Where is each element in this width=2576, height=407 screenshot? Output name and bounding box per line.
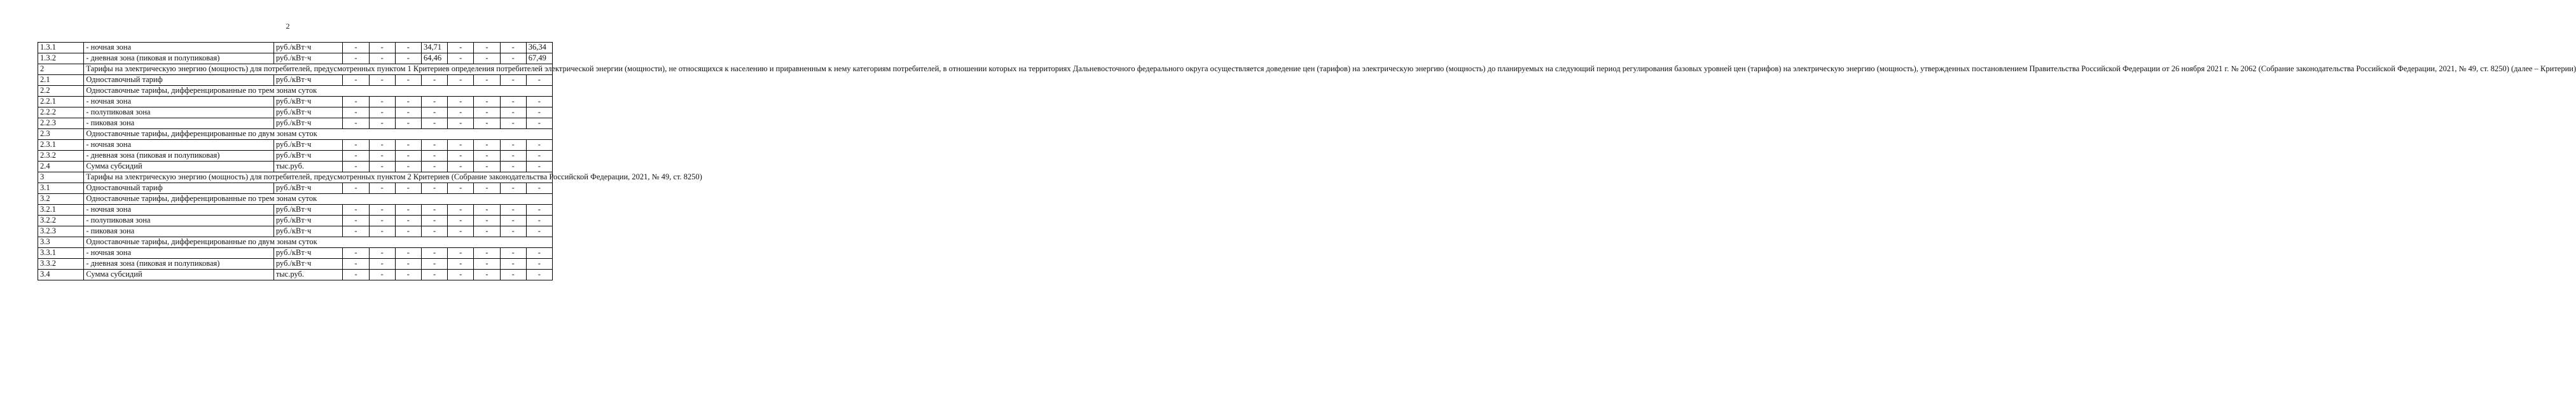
unit-cell: руб./кВт·ч — [274, 75, 343, 86]
value-cell: - — [343, 107, 369, 118]
value-cell: - — [474, 140, 500, 151]
value-cell: - — [448, 226, 474, 237]
table-row — [38, 183, 553, 194]
value-cell: - — [500, 248, 526, 259]
item-name: - дневная зона (пиковая и полупиковая) — [84, 151, 274, 162]
value-cell: - — [526, 270, 552, 280]
value-cell: - — [448, 183, 474, 194]
value-cell: - — [448, 151, 474, 162]
value-cell: - — [526, 107, 552, 118]
value-cell: - — [369, 75, 395, 86]
value-cell: - — [474, 162, 500, 172]
table-row — [38, 216, 553, 226]
section-row — [38, 129, 553, 140]
value-cell: - — [369, 97, 395, 107]
value-cell: - — [526, 216, 552, 226]
unit-cell: руб./кВт·ч — [274, 226, 343, 237]
value-cell: 67,49 — [526, 53, 552, 64]
value-cell: - — [448, 118, 474, 129]
row-number: 2.2 — [38, 86, 84, 97]
section-row — [38, 237, 553, 248]
item-name: Одноставочный тариф — [84, 75, 274, 86]
item-name: - ночная зона — [84, 43, 274, 53]
value-cell: - — [421, 140, 447, 151]
value-cell: - — [421, 75, 447, 86]
value-cell: - — [474, 75, 500, 86]
row-number: 2.3.2 — [38, 151, 84, 162]
value-cell: - — [474, 183, 500, 194]
value-cell: - — [421, 118, 447, 129]
table-row — [38, 107, 553, 118]
row-number: 2.2.3 — [38, 118, 84, 129]
page-number: 2 — [286, 22, 290, 31]
row-number: 3 — [38, 172, 84, 183]
value-cell: - — [369, 162, 395, 172]
item-name: - ночная зона — [84, 205, 274, 216]
value-cell: - — [421, 97, 447, 107]
table-row — [38, 140, 553, 151]
row-number: 1.3.2 — [38, 53, 84, 64]
row-number: 3.3.1 — [38, 248, 84, 259]
unit-cell: тыс.руб. — [274, 162, 343, 172]
value-cell: - — [448, 205, 474, 216]
value-cell: - — [526, 162, 552, 172]
value-cell: - — [448, 97, 474, 107]
item-name: Сумма субсидий — [84, 162, 274, 172]
table-row — [38, 259, 553, 270]
value-cell: 36,34 — [526, 43, 552, 53]
tariff-table-body — [38, 43, 2576, 280]
unit-cell: руб./кВт·ч — [274, 97, 343, 107]
value-cell: - — [395, 43, 421, 53]
unit-cell: руб./кВт·ч — [274, 205, 343, 216]
value-cell: - — [421, 248, 447, 259]
item-name: - пиковая зона — [84, 226, 274, 237]
value-cell: - — [421, 151, 447, 162]
value-cell: - — [448, 43, 474, 53]
value-cell: - — [395, 53, 421, 64]
value-cell: - — [500, 43, 526, 53]
table-row — [38, 43, 553, 53]
row-number: 3.3 — [38, 237, 84, 248]
value-cell: - — [448, 248, 474, 259]
unit-cell: руб./кВт·ч — [274, 151, 343, 162]
value-cell: - — [369, 270, 395, 280]
value-cell: - — [395, 183, 421, 194]
value-cell: - — [421, 107, 447, 118]
value-cell: - — [369, 140, 395, 151]
value-cell: - — [474, 270, 500, 280]
table-row — [38, 53, 553, 64]
row-number: 2.3.1 — [38, 140, 84, 151]
item-name: - дневная зона (пиковая и полупиковая) — [84, 259, 274, 270]
value-cell: - — [343, 226, 369, 237]
value-cell: - — [421, 270, 447, 280]
row-number: 3.1 — [38, 183, 84, 194]
value-cell: - — [343, 43, 369, 53]
row-number: 3.3.2 — [38, 259, 84, 270]
row-number: 3.2.2 — [38, 216, 84, 226]
value-cell: - — [369, 43, 395, 53]
item-name: - дневная зона (пиковая и полупиковая) — [84, 53, 274, 64]
unit-cell: руб./кВт·ч — [274, 53, 343, 64]
value-cell: - — [448, 162, 474, 172]
value-cell: - — [395, 270, 421, 280]
value-cell: - — [526, 118, 552, 129]
value-cell: - — [474, 216, 500, 226]
value-cell: - — [526, 140, 552, 151]
value-cell: - — [474, 248, 500, 259]
value-cell: - — [526, 205, 552, 216]
row-number: 3.2.1 — [38, 205, 84, 216]
value-cell: - — [395, 107, 421, 118]
section-row — [38, 194, 553, 205]
value-cell: - — [500, 162, 526, 172]
row-number: 2.2.2 — [38, 107, 84, 118]
value-cell: - — [526, 151, 552, 162]
row-number: 3.2 — [38, 194, 84, 205]
table-row — [38, 226, 553, 237]
table-row — [38, 270, 553, 280]
value-cell: - — [526, 183, 552, 194]
section-heading: Одноставочные тарифы, дифференцированные по трем зонам суток — [84, 194, 553, 205]
value-cell: - — [343, 118, 369, 129]
value-cell: - — [526, 226, 552, 237]
value-cell: - — [500, 140, 526, 151]
value-cell: - — [369, 107, 395, 118]
value-cell: - — [343, 259, 369, 270]
table-row — [38, 248, 553, 259]
section-heading: Тарифы на электрическую энергию (мощность) для потребителей, предусмотренных пунктом 2 Критериев (Собрание законодательства Российской Федерации, 2021, № 49, ст. 8250) — [84, 172, 553, 183]
item-name: - полупиковая зона — [84, 216, 274, 226]
unit-cell: руб./кВт·ч — [274, 248, 343, 259]
value-cell: - — [343, 270, 369, 280]
unit-cell: тыс.руб. — [274, 270, 343, 280]
unit-cell: руб./кВт·ч — [274, 118, 343, 129]
section-heading: Одноставочные тарифы, дифференцированные по трем зонам суток — [84, 86, 553, 97]
value-cell: - — [448, 270, 474, 280]
value-cell: - — [448, 216, 474, 226]
value-cell: - — [474, 97, 500, 107]
section-row — [38, 172, 553, 183]
value-cell: - — [343, 151, 369, 162]
unit-cell: руб./кВт·ч — [274, 140, 343, 151]
value-cell: - — [395, 97, 421, 107]
value-cell: - — [395, 162, 421, 172]
value-cell: - — [448, 75, 474, 86]
value-cell: - — [369, 53, 395, 64]
value-cell: - — [448, 53, 474, 64]
table-row — [38, 162, 553, 172]
row-number: 2 — [38, 64, 84, 75]
value-cell: - — [500, 183, 526, 194]
value-cell: 34,71 — [421, 43, 447, 53]
value-cell: - — [526, 97, 552, 107]
value-cell: - — [395, 226, 421, 237]
item-name: Одноставочный тариф — [84, 183, 274, 194]
value-cell: - — [448, 140, 474, 151]
value-cell: - — [421, 226, 447, 237]
value-cell: - — [395, 248, 421, 259]
value-cell: - — [500, 97, 526, 107]
item-name: - пиковая зона — [84, 118, 274, 129]
value-cell: - — [343, 162, 369, 172]
section-heading: Одноставочные тарифы, дифференцированные по двум зонам суток — [84, 129, 553, 140]
row-number: 3.4 — [38, 270, 84, 280]
value-cell: - — [343, 205, 369, 216]
unit-cell: руб./кВт·ч — [274, 43, 343, 53]
value-cell: - — [369, 151, 395, 162]
value-cell: - — [500, 75, 526, 86]
table-row — [38, 205, 553, 216]
value-cell: - — [500, 259, 526, 270]
value-cell: - — [500, 270, 526, 280]
value-cell: - — [526, 259, 552, 270]
value-cell: - — [421, 162, 447, 172]
item-name: - ночная зона — [84, 140, 274, 151]
value-cell: - — [369, 248, 395, 259]
value-cell: - — [395, 118, 421, 129]
table-row — [38, 151, 553, 162]
value-cell: 64,46 — [421, 53, 447, 64]
value-cell: - — [421, 183, 447, 194]
value-cell: - — [421, 205, 447, 216]
unit-cell: руб./кВт·ч — [274, 216, 343, 226]
value-cell: - — [526, 75, 552, 86]
row-number: 2.3 — [38, 129, 84, 140]
row-number: 2.2.1 — [38, 97, 84, 107]
unit-cell: руб./кВт·ч — [274, 183, 343, 194]
value-cell: - — [500, 53, 526, 64]
value-cell: - — [395, 216, 421, 226]
value-cell: - — [500, 216, 526, 226]
tariff-table — [38, 42, 2576, 280]
value-cell: - — [500, 118, 526, 129]
value-cell: - — [395, 140, 421, 151]
value-cell: - — [448, 107, 474, 118]
row-number: 1.3.1 — [38, 43, 84, 53]
value-cell: - — [500, 107, 526, 118]
value-cell: - — [474, 53, 500, 64]
table-row — [38, 75, 553, 86]
item-name: - ночная зона — [84, 97, 274, 107]
table-row — [38, 97, 553, 107]
table-row — [38, 118, 553, 129]
section-row — [38, 64, 553, 75]
value-cell: - — [343, 216, 369, 226]
value-cell: - — [369, 259, 395, 270]
section-heading: Тарифы на электрическую энергию (мощность) для потребителей, предусмотренных пунктом 1 Критериев определения потребителей электрической энергии (мощности), не относящихся к населению и приравненным к нему категориям потребителей, в отношении которых на территориях Дальневосточного федерального округа осуществляется доведение цен (тарифов) на электрическую энергию (мощность) до планируемых на следующий период регулирования базовых уровней цен (тарифов) на электрическую энергию (мощность), утвержденных постановлением Правительства Российской Федерации от 26 ноября 2021 г. № 2062 (Собрание законодательства Российской Федерации, 2021, № 49, ст. 8250) (далее – Критерии) — [84, 64, 553, 75]
value-cell: - — [369, 205, 395, 216]
value-cell: - — [474, 259, 500, 270]
value-cell: - — [395, 259, 421, 270]
value-cell: - — [369, 183, 395, 194]
row-number: 2.4 — [38, 162, 84, 172]
value-cell: - — [421, 216, 447, 226]
value-cell: - — [474, 107, 500, 118]
item-name: - ночная зона — [84, 248, 274, 259]
value-cell: - — [474, 226, 500, 237]
value-cell: - — [395, 75, 421, 86]
value-cell: - — [395, 205, 421, 216]
value-cell: - — [421, 259, 447, 270]
value-cell: - — [474, 205, 500, 216]
item-name: - полупиковая зона — [84, 107, 274, 118]
row-number: 2.1 — [38, 75, 84, 86]
value-cell: - — [343, 248, 369, 259]
value-cell: - — [343, 75, 369, 86]
value-cell: - — [526, 248, 552, 259]
value-cell: - — [474, 118, 500, 129]
value-cell: - — [343, 53, 369, 64]
value-cell: - — [395, 151, 421, 162]
value-cell: - — [448, 259, 474, 270]
value-cell: - — [500, 205, 526, 216]
value-cell: - — [474, 43, 500, 53]
row-number: 3.2.3 — [38, 226, 84, 237]
value-cell: - — [343, 183, 369, 194]
value-cell: - — [369, 216, 395, 226]
value-cell: - — [343, 97, 369, 107]
value-cell: - — [500, 151, 526, 162]
value-cell: - — [343, 140, 369, 151]
section-heading: Одноставочные тарифы, дифференцированные по двум зонам суток — [84, 237, 553, 248]
value-cell: - — [474, 151, 500, 162]
unit-cell: руб./кВт·ч — [274, 259, 343, 270]
unit-cell: руб./кВт·ч — [274, 107, 343, 118]
value-cell: - — [369, 226, 395, 237]
section-row — [38, 86, 553, 97]
value-cell: - — [500, 226, 526, 237]
value-cell: - — [369, 118, 395, 129]
item-name: Сумма субсидий — [84, 270, 274, 280]
